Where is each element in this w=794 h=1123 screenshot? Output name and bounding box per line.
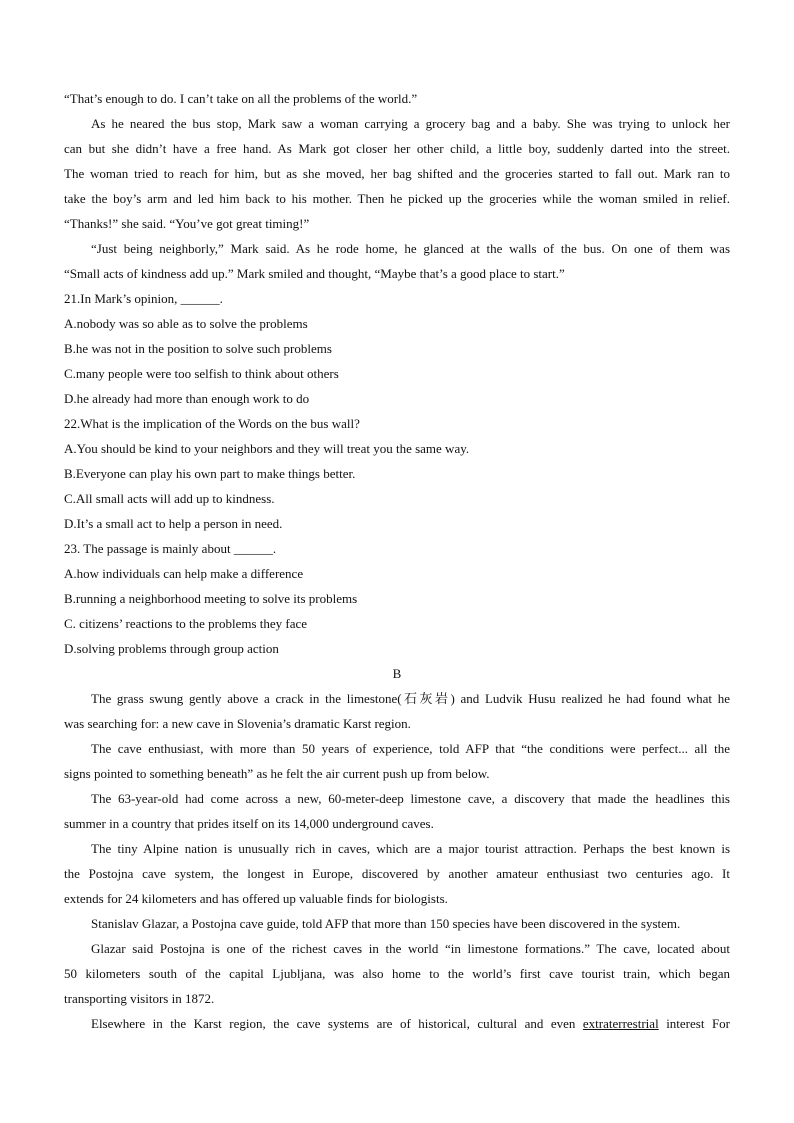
text-line: The cave enthusiast, with more than 50 years of experience, told AFP that “the conditions were perfect... all the [91,741,730,756]
answer-option: B.Everyone can play his own part to make things better. [64,466,356,481]
section-b-paragraph-1 [64,686,730,736]
answer-option: A.nobody was so able as to solve the problems [64,316,308,331]
question-22 [64,411,730,536]
section-b-paragraph-6 [64,936,730,1011]
answer-option: D.It’s a small act to help a person in need. [64,516,283,531]
text-line: “Small acts of kindness add up.” Mark smiled and thought, “Maybe that’s a good place to start.” [64,266,565,281]
document-page [64,86,730,1036]
section-b-heading: B [392,666,402,681]
section-b-paragraph-7 [64,1011,730,1036]
text-line: The woman tried to reach for him, but as she moved, her bag shifted and the groceries started to fall out. Mark ran to [64,166,730,181]
passage-a-paragraph-3 [64,236,730,286]
passage-a-paragraph-2 [64,111,730,236]
section-b-paragraph-2 [64,736,730,786]
text-line: signs pointed to something beneath” as he felt the air current push up from below. [64,766,490,781]
answer-option: D.he already had more than enough work to do [64,391,310,406]
text-line: extends for 24 kilometers and has offered up valuable finds for biologists. [64,891,448,906]
text-line: As he neared the bus stop, Mark saw a woman carrying a grocery bag and a baby. She was trying to unlock her [91,116,730,131]
section-b-paragraph-5 [64,911,730,936]
answer-option: C. citizens’ reactions to the problems they face [64,616,308,631]
text-line: “Thanks!” she said. “You’ve got great timing!” [64,216,310,231]
text-line: The grass swung gently above a crack in the limestone(石灰岩) and Ludvik Husu realized he had found what he [91,691,730,706]
text-line: Glazar said Postojna is one of the richest caves in the world “in limestone formations.” The cave, located about [91,941,730,956]
text-segment: Elsewhere in the Karst region, the cave systems are of historical, cultural and even [91,1016,576,1031]
question-stem: 21.In Mark’s opinion, ______. [64,291,223,306]
text-line: the Postojna cave system, the longest in Europe, discovered by another amateur enthusiast two centuries ago. It [64,866,730,881]
text-line: take the boy’s arm and led him back to his mother. Then he picked up the groceries while the woman smiled in relief. [64,191,730,206]
text-line: summer in a country that prides itself on its 14,000 underground caves. [64,816,434,831]
text-line: “Just being neighborly,” Mark said. As he rode home, he glanced at the walls of the bus. On one of them was [91,241,730,256]
answer-option: A.You should be kind to your neighbors and they will treat you the same way. [64,441,470,456]
answer-option: B.running a neighborhood meeting to solve its problems [64,591,358,606]
answer-option: C.many people were too selfish to think about others [64,366,339,381]
question-21 [64,286,730,411]
question-stem: 22.What is the implication of the Words on the bus wall? [64,416,360,431]
section-b-paragraph-4 [64,836,730,911]
text-line: can but she didn’t have a free hand. As Mark got closer her other child, a little boy, suddenly darted into the street. [64,141,730,156]
text-line: was searching for: a new cave in Slovenia’s dramatic Karst region. [64,716,411,731]
question-stem: 23. The passage is mainly about ______. [64,541,277,556]
passage-a-quote: “That’s enough to do. I can’t take on all the problems of the world.” [64,91,418,106]
answer-option: C.All small acts will add up to kindness. [64,491,275,506]
underlined-word: extraterrestrial [582,1016,659,1031]
text-line: transporting visitors in 1872. [64,991,215,1006]
text-line: 50 kilometers south of the capital Ljubljana, was also home to the world’s first cave tourist train, which began [64,966,730,981]
question-23 [64,536,730,661]
section-b-paragraph-3 [64,786,730,836]
answer-option: D.solving problems through group action [64,641,279,656]
text-segment: interest For [666,1016,731,1031]
answer-option: B.he was not in the position to solve such problems [64,341,332,356]
answer-option: A.how individuals can help make a difference [64,566,304,581]
text-line: The 63-year-old had come across a new, 60-meter-deep limestone cave, a discovery that made the headlines this [91,791,730,806]
text-line: The tiny Alpine nation is unusually rich in caves, which are a major tourist attraction. Perhaps the best known is [91,841,730,856]
text-line: Stanislav Glazar, a Postojna cave guide, told AFP that more than 150 species have been discovered in the system. [91,916,681,931]
